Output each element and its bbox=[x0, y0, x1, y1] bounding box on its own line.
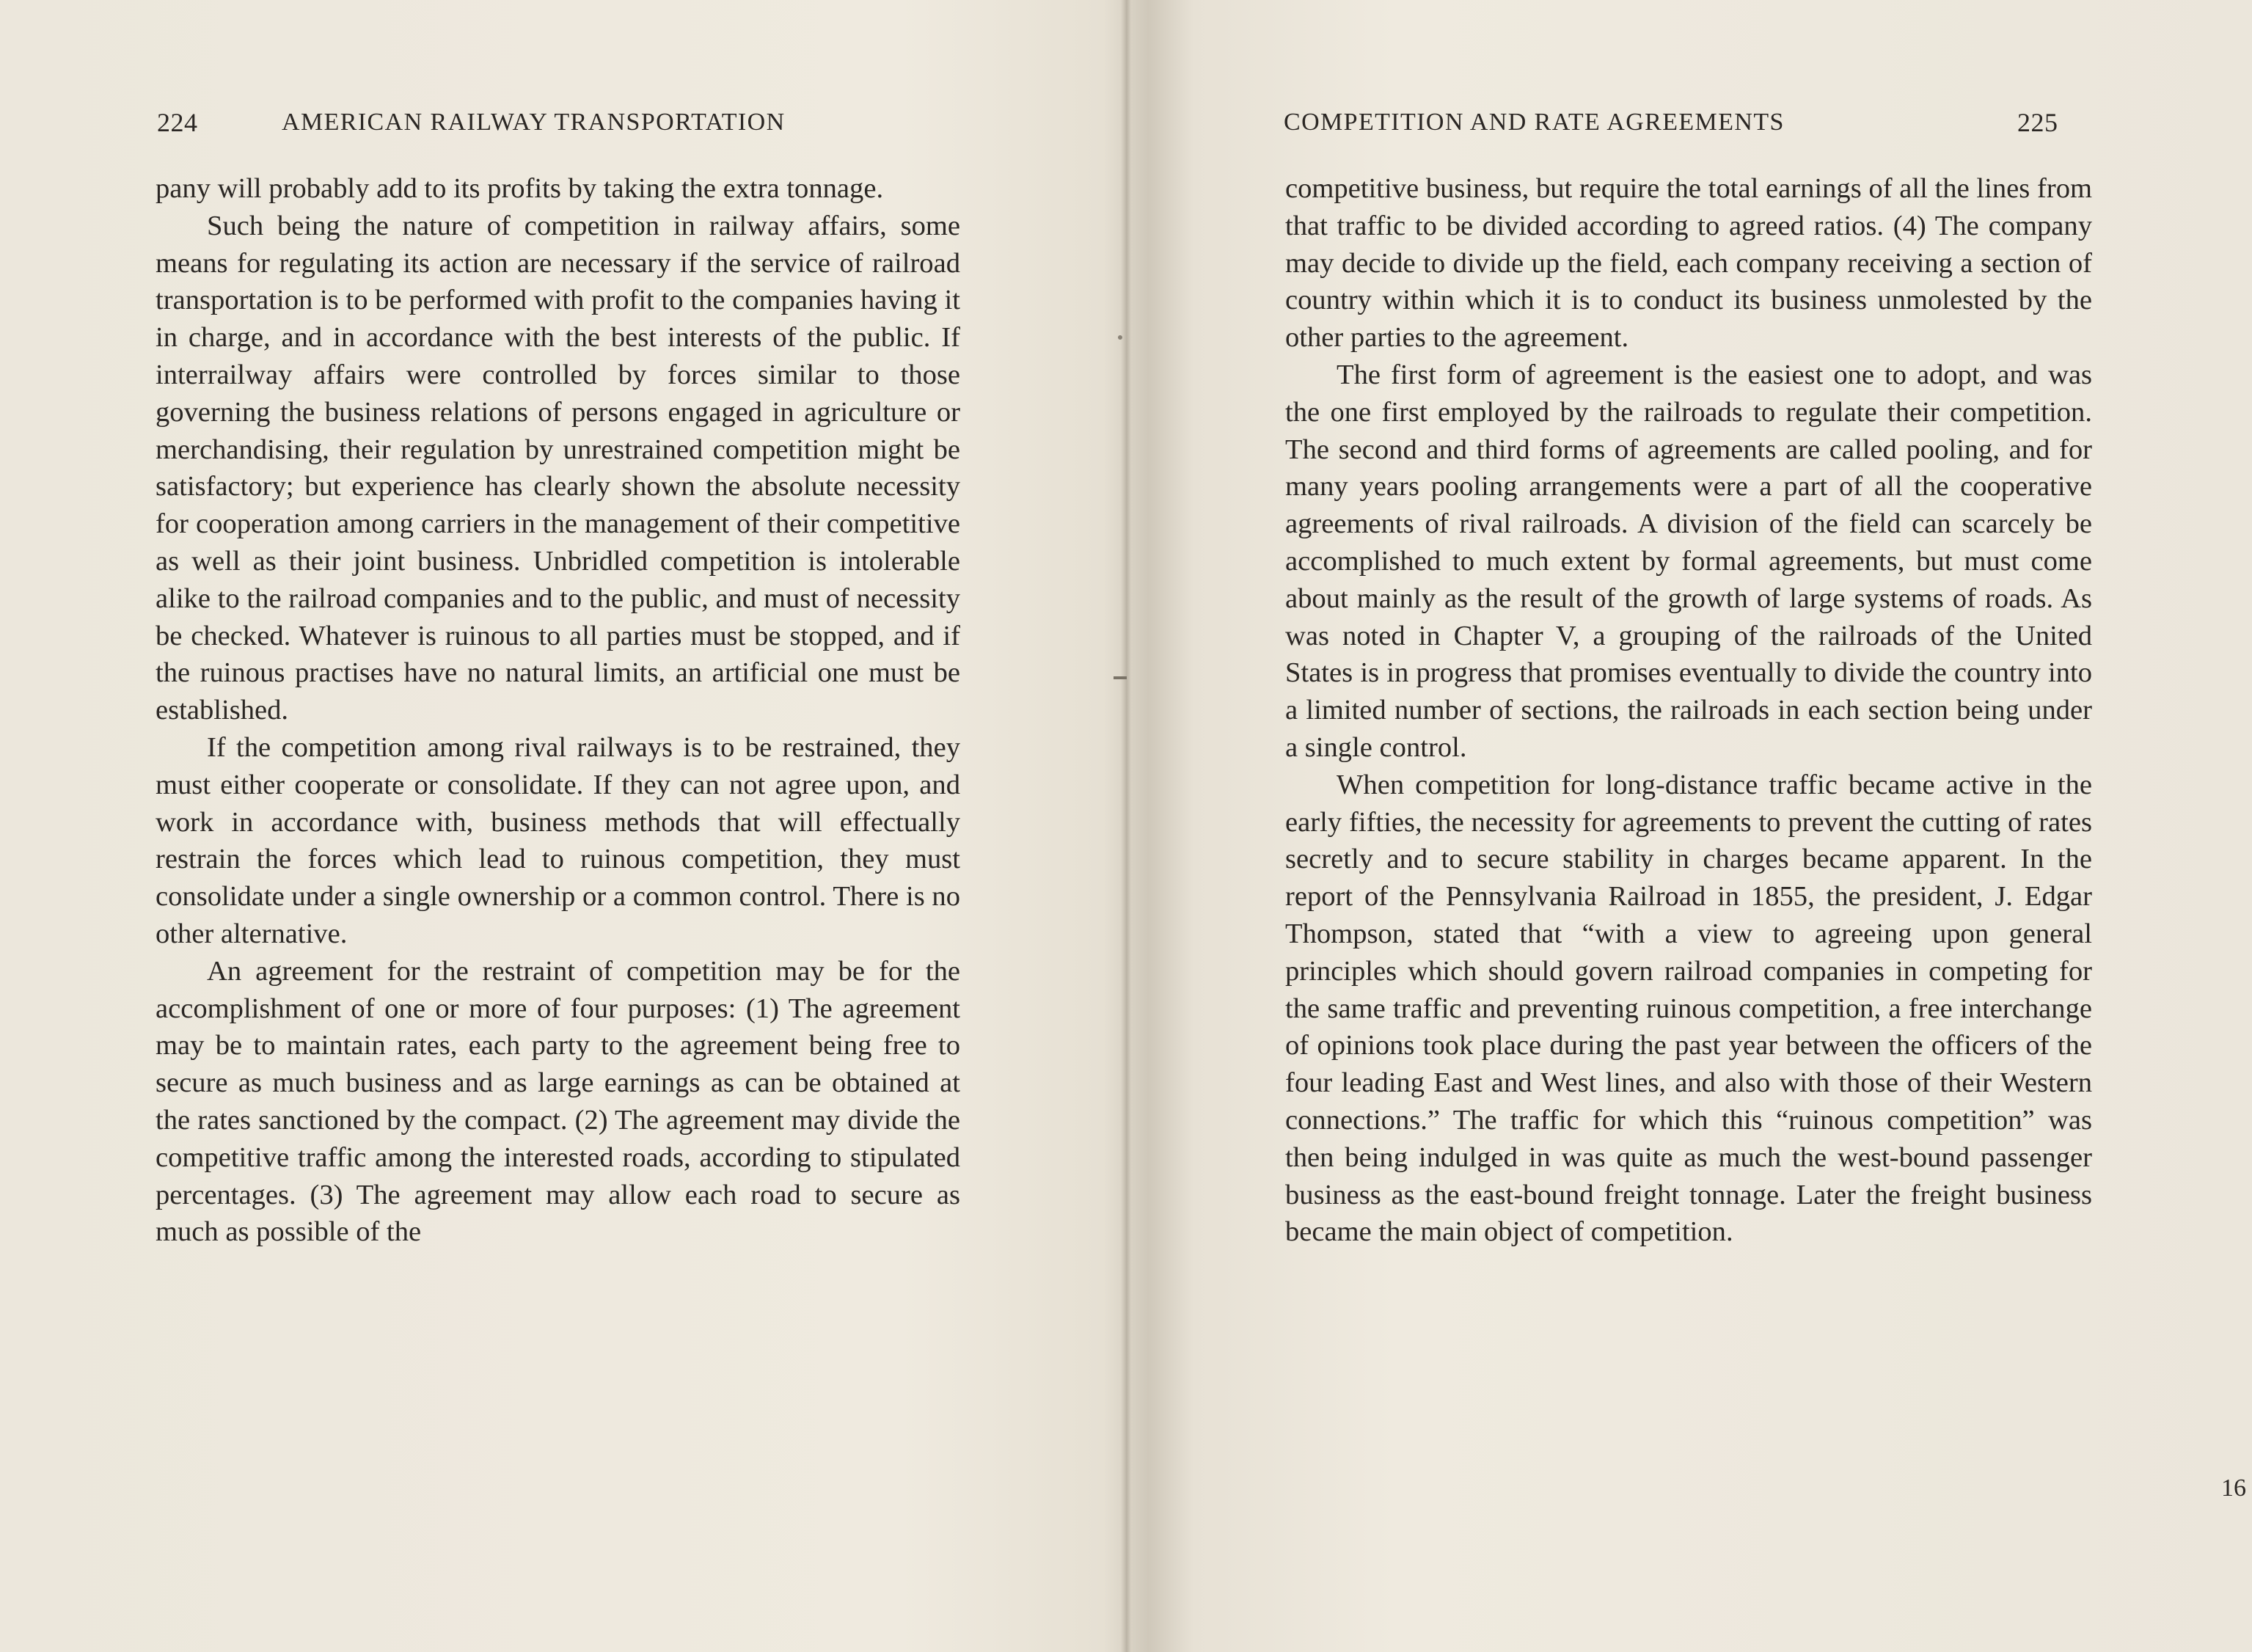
right-running-head bbox=[1284, 104, 2091, 141]
running-title: COMPETITION AND RATE AGREEMENTS bbox=[1284, 109, 1785, 136]
paragraph: The first form of agreement is the easiest one to adopt, and was the one first employed by the railroads to regulate their competition. The second and third forms of agreements are called pooling, and for many years pooling arrangements were a part of all the cooperative agreements of rival railroads. A division of the field can scarcely be accomplished to much extent by formal agreements, but must come about mainly as the result of the growth of large systems of roads. As was noted in Chapter V, a grouping of the railroads of the United States is in progress that promises eventually to divide the country into a limited number of sections, the railroads in each section being under a single control. bbox=[1285, 359, 2092, 763]
right-page bbox=[1130, 0, 2252, 1652]
paragraph: If the competition among rival railways is to be restrained, they must either cooperate or consolidate. If they can not agree upon, and work in accordance with, business methods that will effectually restrain the forces which lead to ruinous competition, they must consolidate under a single ownership or a common control. There is no other alternative. bbox=[156, 731, 960, 949]
paragraph: An agreement for the restraint of competition may be for the accomplishment of one or more of four purposes: (1) The agreement may be to maintain rates, each party to the agreement being free to secure as much business and as large earnings as can be obtained at the rates sanctioned by the compact. (2) The agreement may divide the competitive traffic among the interested roads, according to stipulated percentages. (3) The agreement may allow each road to secure as much as possible of the bbox=[156, 955, 960, 1248]
signature-mark: 16 bbox=[2221, 1474, 2246, 1502]
page-number: 225 bbox=[2017, 108, 2058, 137]
paragraph: Such being the nature of competition in railway affairs, some means for regulating its action are necessary if the service of railroad transportation is to be performed with profit to the companies having it in charge, and in accordance with the best interests of the public. If interrailway affairs were controlled by forces similar to those governing the business relations of persons engaged in agriculture or merchandising, their regulation by unrestrained competition might be satisfactory; but experience has clearly shown the absolute necessity for cooperation among carriers in the management of their competitive as well as their joint business. Unbridled competition is intolerable alike to the railroad companies and to the public, and must of necessity be checked. Whatever is ruinous to all parties must be stopped, and if the ruinous practises have no natural limits, an artificial one must be established. bbox=[156, 210, 960, 726]
right-body-text bbox=[1285, 170, 2092, 1251]
paragraph: competitive business, but require the total earnings of all the lines from that traffic to be divided according to agreed ratios. (4) The company may decide to divide up the field, each company receiving a section of country within which it is to conduct its business unmolested by the other parties to the agreement. bbox=[1285, 173, 2092, 354]
left-running-head bbox=[157, 104, 964, 141]
left-body-text bbox=[156, 170, 960, 1251]
running-title: AMERICAN RAILWAY TRANSPORTATION bbox=[282, 109, 786, 136]
paragraph: pany will probably add to its profits by taking the extra tonnage. bbox=[156, 173, 884, 204]
paragraph: When competition for long-distance traffic became active in the early fifties, the necessity for agreements to prevent the cutting of rates secretly and to secure stability in charges became apparent. In the report of the Pennsylvania Railroad in 1855, the president, J. Edgar Thompson, stated that “with a view to agreeing upon general principles which should govern railroad companies in competing for the same traffic and preventing ruinous competition, a free interchange of opinions took place during the past year between the officers of the four leading East and West lines, and also with those of their Western connections.” The traffic for which this “ruinous competition” was then being indulged in was quite as much the west-bound passenger business as the east-bound freight tonnage. Later the freight business became the main object of competition. bbox=[1285, 769, 2092, 1248]
left-page bbox=[0, 0, 1122, 1652]
page-number: 224 bbox=[157, 108, 198, 137]
